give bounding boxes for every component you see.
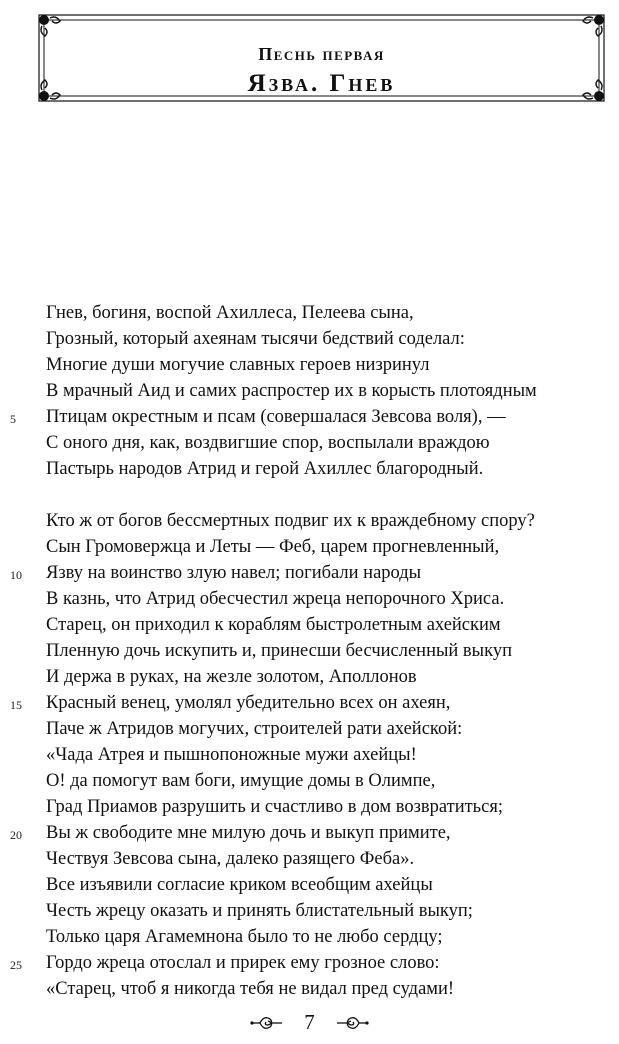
chapter-title: Язва. Гнев — [247, 70, 396, 97]
verse-text: Старец, он приходил к кораблям быстролетным ахейским — [46, 615, 501, 635]
verse-line — [46, 976, 606, 1002]
verse-line — [46, 456, 606, 482]
verse-text: Паче ж Атридов могучих, строителей рати ахейской: — [46, 719, 463, 739]
poem-text — [10, 300, 606, 1002]
line-number: 10 — [10, 568, 22, 582]
verse-line — [46, 664, 606, 690]
line-number: 15 — [10, 698, 22, 712]
verse-line — [46, 638, 606, 664]
verse-text: Гнев, богиня, воспой Ахиллеса, Пелеева сына, — [46, 303, 414, 323]
verse-line — [10, 950, 606, 976]
verse-line — [46, 846, 606, 872]
verse-text: Гордо жреца отослал и прирек ему грозное слово: — [46, 953, 440, 973]
verse-text: Грозный, который ахеянам тысячи бедствий соделал: — [46, 329, 465, 349]
chapter-header-frame — [38, 14, 605, 102]
verse-text: Только царя Агамемнона было то не любо сердцу; — [46, 927, 443, 947]
verse-text: «Старец, чтоб я никогда тебя не видал пред судами! — [46, 979, 455, 999]
chapter-subtitle: Песнь первая — [258, 44, 385, 64]
verse-text: С оного дня, как, воздвигшие спор, воспылали враждою — [46, 433, 490, 453]
verse-line — [46, 300, 606, 326]
verse-text: Многие души могучие славных героев низринул — [46, 355, 430, 375]
verse-line — [46, 326, 606, 352]
verse-text: И держа в руках, на жезле золотом, Аполлонов — [46, 667, 417, 687]
verse-line — [46, 742, 606, 768]
verse-line — [10, 560, 606, 586]
verse-line — [10, 690, 606, 716]
page-number: 7 — [304, 1010, 315, 1034]
verse-text: Сын Громовержца и Леты — Феб, царем прогневленный, — [46, 537, 500, 557]
verse-line — [46, 378, 606, 404]
left-flourish-icon — [250, 1013, 284, 1033]
verse-text: «Чада Атрея и пышнопоножные мужи ахейцы! — [46, 745, 417, 765]
verse-text: Град Приамов разрушить и счастливо в дом возвратиться; — [46, 797, 503, 817]
verse-text: Пастырь народов Атрид и герой Ахиллес благородный. — [46, 459, 484, 479]
verse-line — [46, 716, 606, 742]
verse-line — [46, 508, 606, 534]
verse-text: В казнь, что Атрид обесчестил жреца непорочного Хриса. — [46, 589, 505, 609]
stanza — [10, 300, 606, 482]
verse-line — [46, 612, 606, 638]
line-number: 20 — [10, 828, 22, 842]
right-flourish-icon — [335, 1013, 369, 1033]
stanza — [10, 508, 606, 1002]
verse-text: Кто ж от богов бессмертных подвиг их к враждебному спору? — [46, 511, 535, 531]
page-footer — [0, 1010, 619, 1035]
verse-line — [10, 404, 606, 430]
verse-line — [46, 872, 606, 898]
verse-text: Чествуя Зевсова сына, далеко разящего Феба». — [46, 849, 415, 869]
verse-text: Честь жрецу оказать и принять блистательный выкуп; — [46, 901, 473, 921]
verse-text: Все изъявили согласие криком всеобщим ахейцы — [46, 875, 433, 895]
verse-line — [46, 898, 606, 924]
verse-line — [46, 794, 606, 820]
verse-line — [46, 924, 606, 950]
verse-text: Птицам окрестным и псам (совершалася Зевсова воля), — — [46, 407, 506, 427]
verse-line — [46, 534, 606, 560]
line-number: 25 — [10, 958, 22, 972]
verse-text: В мрачный Аид и самих распростер их в корысть плотоядным — [46, 381, 537, 401]
verse-text: Язву на воинство злую навел; погибали народы — [46, 563, 422, 583]
line-number: 5 — [10, 412, 16, 426]
verse-line — [46, 430, 606, 456]
verse-text: Пленную дочь искупить и, принесши бесчисленный выкуп — [46, 641, 512, 661]
verse-line — [46, 768, 606, 794]
verse-line — [46, 352, 606, 378]
verse-line — [46, 586, 606, 612]
verse-line — [10, 820, 606, 846]
verse-text: О! да помогут вам боги, имущие домы в Олимпе, — [46, 771, 436, 791]
verse-text: Вы ж свободите мне милую дочь и выкуп примите, — [46, 823, 451, 843]
verse-text: Красный венец, умолял убедительно всех он ахеян, — [46, 693, 451, 713]
